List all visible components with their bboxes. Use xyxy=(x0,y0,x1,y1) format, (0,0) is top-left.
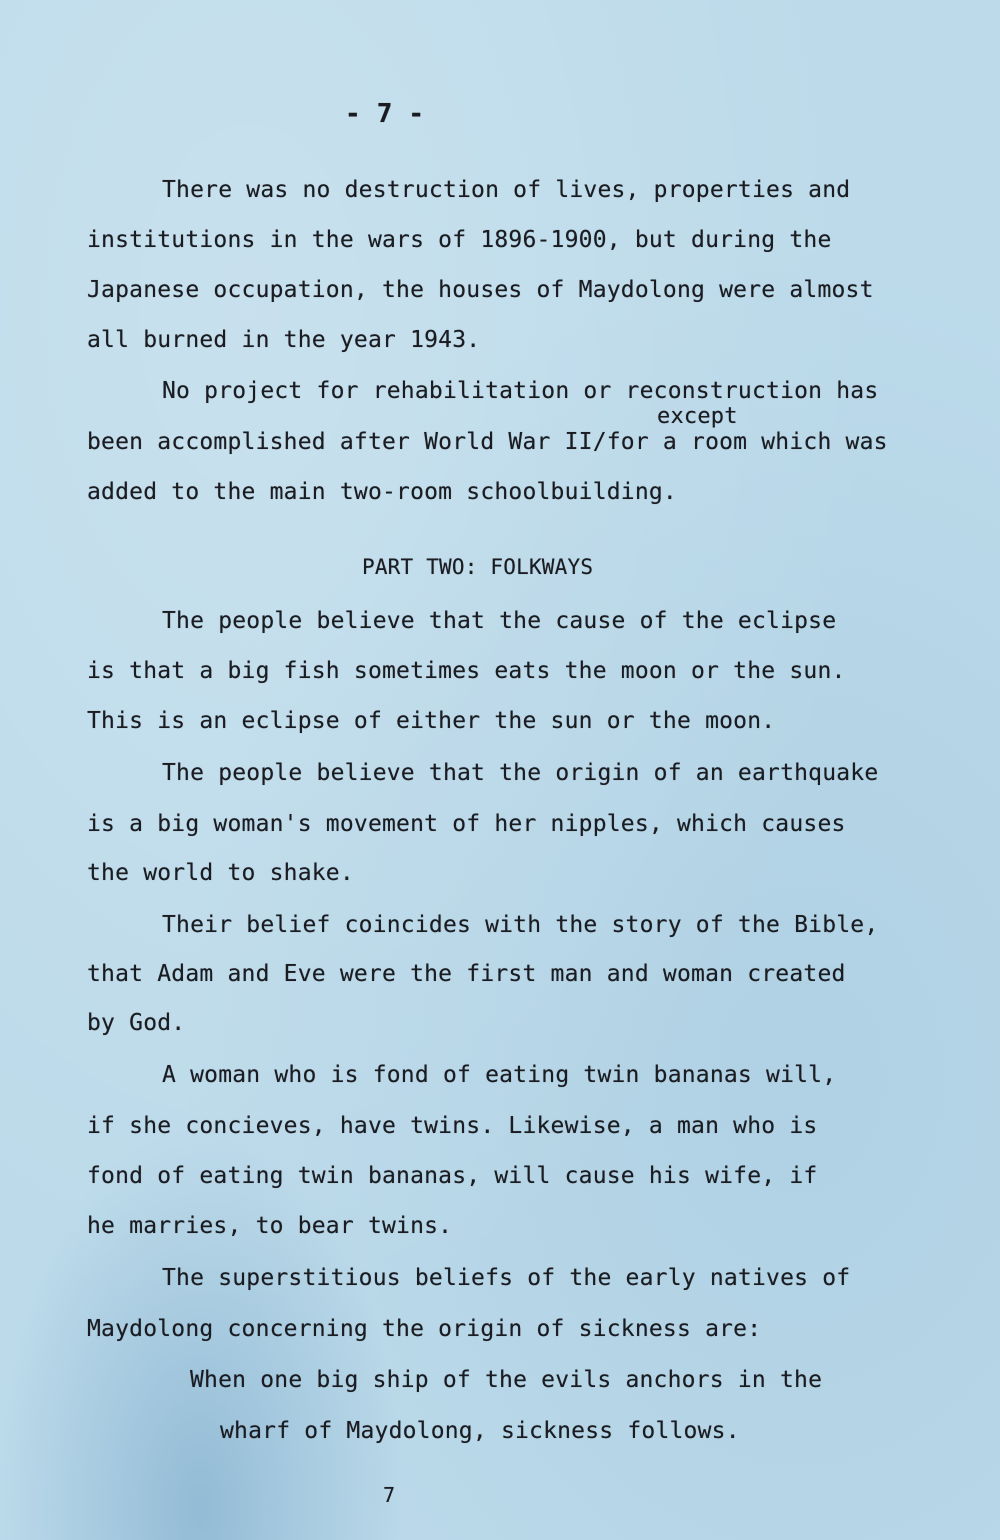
text-line: The people believe that the cause of the eclipse xyxy=(162,608,837,634)
text-line: institutions in the wars of 1896-1900, but during the xyxy=(87,227,832,253)
text-line: by God. xyxy=(87,1010,186,1036)
text-line: Japanese occupation, the houses of Maydolong were almost xyxy=(87,277,874,303)
text-line: There was no destruction of lives, properties and xyxy=(162,177,851,203)
text-line: the world to shake. xyxy=(87,860,354,886)
text-line: The people believe that the origin of an earthquake xyxy=(162,760,879,786)
page-header: - 7 - xyxy=(345,99,425,129)
text-line: that Adam and Eve were the first man and woman created xyxy=(87,961,846,987)
text-line: he marries, to bear twins. xyxy=(87,1213,453,1239)
text-line: all burned in the year 1943. xyxy=(87,327,481,353)
page-number: 7 xyxy=(383,1483,396,1507)
text-line: When one big ship of the evils anchors in the xyxy=(190,1367,823,1393)
text-line: been accomplished after World War II/for a room which was xyxy=(87,429,888,455)
text-line: wharf of Maydolong, sickness follows. xyxy=(220,1418,740,1444)
text-line: Their belief coincides with the story of the Bible, xyxy=(162,912,879,938)
interlinear-insertion: except xyxy=(657,404,738,429)
text-line: if she concieves, have twins. Likewise, a man who is xyxy=(87,1113,818,1139)
text-line: A woman who is fond of eating twin bananas will, xyxy=(162,1062,837,1088)
section-heading: PART TWO: FOLKWAYS xyxy=(362,555,594,579)
text-line: is a big woman's movement of her nipples, which causes xyxy=(87,811,846,837)
text-line: added to the main two-room schoolbuilding. xyxy=(87,479,677,505)
text-line: Maydolong concerning the origin of sickness are: xyxy=(87,1316,762,1342)
text-line: This is an eclipse of either the sun or the moon. xyxy=(87,708,776,734)
text-line: The superstitious beliefs of the early natives of xyxy=(162,1265,851,1291)
text-line: fond of eating twin bananas, will cause his wife, if xyxy=(87,1163,818,1189)
text-line: is that a big fish sometimes eats the moon or the sun. xyxy=(87,658,846,684)
text-line: No project for rehabilitation or reconstruction has xyxy=(162,378,879,404)
